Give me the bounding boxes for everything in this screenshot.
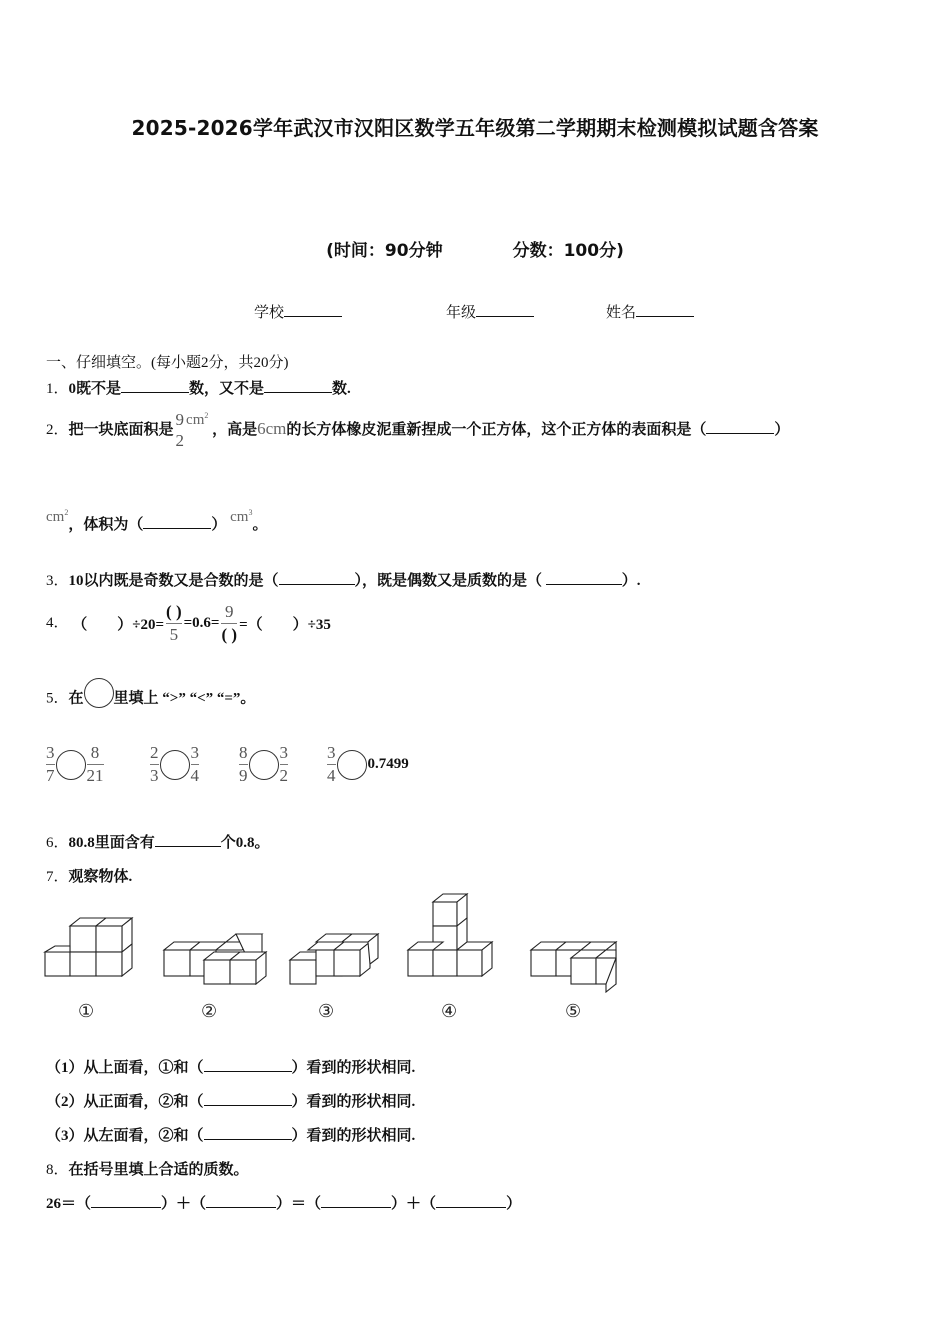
q8-equation: 26＝（ ）＋（ ）＝（ ）＋（ ） [46, 1192, 521, 1213]
exam-time: (时间：90分钟 [326, 241, 443, 261]
q8-blank-2[interactable] [206, 1193, 276, 1208]
q1-blank-2[interactable] [264, 378, 332, 393]
name-label: 姓名 [606, 305, 637, 321]
q5-item-3 [239, 743, 288, 786]
q7-sub-1: （1）从上面看，①和（ ）看到的形状相同. [46, 1056, 415, 1077]
school-field[interactable] [254, 301, 342, 322]
question-1: 1．0既不是 数，又不是 数. [46, 377, 351, 398]
school-blank[interactable] [284, 302, 342, 317]
cube-figure-1 [45, 918, 132, 976]
question-2-line-2: $cm^2$，体积为（ ） $cm^3$。 [46, 508, 268, 533]
q2-blank-1[interactable] [706, 419, 774, 434]
q2-unit-1: $cm^2$ [186, 410, 209, 428]
q2-unit-2: $cm^2$ [46, 508, 69, 525]
question-4: 4． （ ）÷20= $\frac{( )}{5}$ =0.6= $\frac{9}{( )}$ =（ ）÷35 [46, 602, 331, 644]
exam-score: 分数：100分) [512, 241, 624, 261]
q7-sub-2: （2）从正面看，②和（ ）看到的形状相同. [46, 1090, 415, 1111]
cube-figure-5 [531, 942, 616, 992]
q2-blank-2[interactable] [143, 514, 211, 529]
q3-blank-1[interactable] [279, 570, 355, 585]
q5-item-4-circle[interactable] [337, 750, 367, 780]
q7-sub-3: （3）从左面看，②和（ ）看到的形状相同. [46, 1124, 415, 1145]
q2-unit-3: $cm^3$ [230, 508, 253, 525]
question-3: 3．10以内既是奇数又是合数的是（ ），既是偶数又是质数的是（ ）. [46, 569, 641, 590]
grade-label: 年级 [446, 305, 477, 321]
q7-sub-2-blank[interactable] [204, 1091, 292, 1106]
cube-figures [40, 888, 640, 993]
compare-circle-icon [84, 678, 114, 708]
q5-item-4: $\frac{3}{4}$ 0.7499 [327, 743, 409, 785]
name-field[interactable] [606, 301, 694, 322]
question-8: 8．在括号里填上合适的质数。 [46, 1162, 249, 1178]
q4-fraction-2[interactable]: $\frac{9}{( )}$ [221, 602, 238, 644]
cube-figure-4 [408, 894, 492, 976]
figure-label-5: ⑤ [565, 1001, 582, 1021]
q2-fraction: 9 2 [175, 410, 185, 450]
question-6: 6．80.8里面含有 个0.8。 [46, 831, 270, 852]
q5-item-1-right: $\frac{8}{21}$ [86, 743, 104, 785]
q4-fraction-1[interactable]: $\frac{( )}{5}$ [166, 602, 182, 644]
question-5: 5．在 里填上 “>” “<” “=”。 [46, 684, 255, 714]
name-blank[interactable] [636, 302, 694, 317]
figure-label-4: ④ [441, 1001, 458, 1021]
q1-blank-1[interactable] [121, 378, 189, 393]
figure-label-1: ① [78, 1001, 95, 1021]
q7-sub-1-blank[interactable] [204, 1057, 292, 1072]
q5-item-1 [46, 743, 104, 786]
q5-item-3-circle[interactable] [249, 750, 279, 780]
q7-sub-3-blank[interactable] [204, 1125, 292, 1140]
q5-item-1-circle[interactable] [56, 750, 86, 780]
figure-label-3: ③ [318, 1001, 335, 1021]
cube-figure-2 [164, 934, 266, 984]
exam-meta [0, 236, 950, 261]
question-2: 2．把一块底面积是 9 2 $cm^2$ ，高是6cm的长方体橡皮泥重新捏成一个正方体，这个正方体的表面积是（ ） [46, 410, 790, 450]
q5-item-3-left: $\frac{8}{9}$ [239, 743, 248, 785]
q3-blank-2[interactable] [546, 570, 622, 585]
q8-blank-4[interactable] [436, 1193, 506, 1208]
cube-figure-3 [290, 934, 378, 984]
q5-item-2-circle[interactable] [160, 750, 190, 780]
q8-blank-3[interactable] [321, 1193, 391, 1208]
q5-item-3-right: $\frac{3}{2}$ [279, 743, 288, 785]
section-heading: 一、仔细填空。(每小题2分，共20分) [46, 355, 289, 371]
grade-blank[interactable] [476, 302, 534, 317]
grade-field[interactable] [446, 301, 534, 322]
q8-blank-1[interactable] [91, 1193, 161, 1208]
q5-item-4-left: $\frac{3}{4}$ [327, 743, 336, 785]
figure-label-2: ② [201, 1001, 218, 1021]
school-label: 学校 [254, 305, 285, 321]
q6-blank[interactable] [155, 832, 221, 847]
q5-item-2 [150, 743, 199, 786]
q5-item-1-left: $\frac{3}{7}$ [46, 743, 55, 785]
q5-item-2-right: $\frac{3}{4}$ [190, 743, 199, 785]
document-title: 2025-2026学年武汉市汉阳区数学五年级第二学期期末检测模拟试题含答案 [131, 116, 819, 140]
q5-item-2-left: $\frac{2}{3}$ [150, 743, 159, 785]
question-7: 7．观察物体. [46, 869, 133, 885]
